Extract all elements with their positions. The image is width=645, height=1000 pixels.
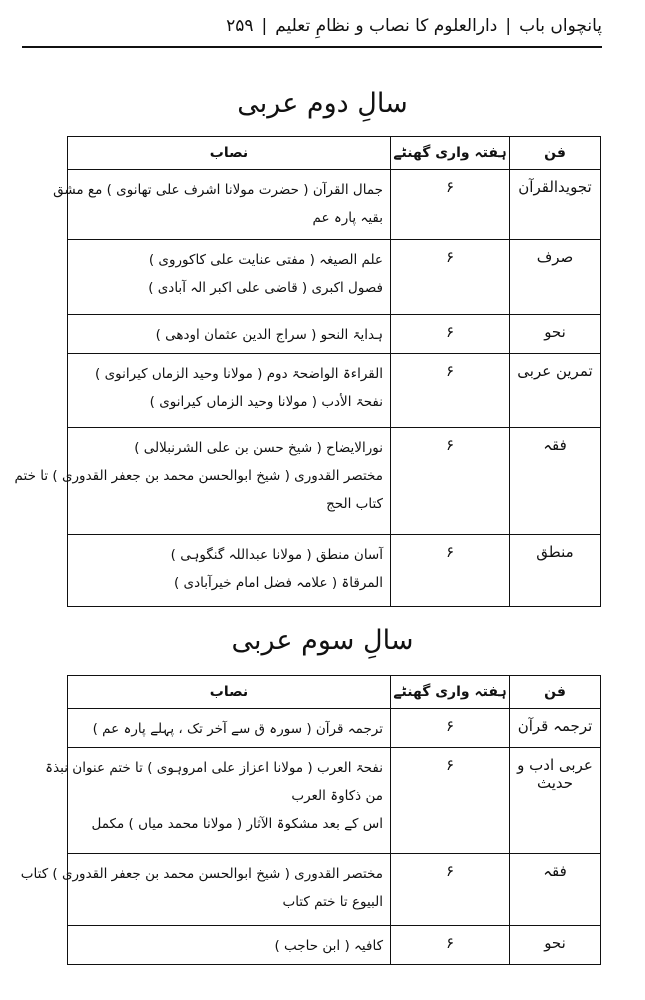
subject-cell: منطق xyxy=(510,535,601,607)
hours-cell: ۶ xyxy=(391,926,510,965)
chapter-label: پانچواں باب xyxy=(519,16,602,36)
header-separator: | xyxy=(505,16,512,36)
table-row xyxy=(68,170,601,240)
syllabus-line: المرقاۃ ( علامہ فضل امام خیرآبادی ) xyxy=(173,575,383,591)
subject-cell: فقہ xyxy=(510,428,601,535)
syllabus-table-year-2 xyxy=(14,136,601,607)
table-row xyxy=(68,240,601,315)
syllabus-line: ترجمہ قرآن ( سورہ ق سے آخر تک ، پہلے پارہ عم ) xyxy=(92,721,383,737)
hours-cell: ۶ xyxy=(391,748,510,854)
subject-cell: ترجمہ قرآن xyxy=(510,709,601,748)
syllabus-line: آسان منطق ( مولانا عبداللہ گنگوہی ) xyxy=(170,547,383,563)
subject-cell: صرف xyxy=(510,240,601,315)
syllabus-line: علم الصیغہ ( مفتی عنایت علی کاکوروی ) xyxy=(148,252,383,268)
syllabus-cell xyxy=(68,926,391,965)
hours-cell: ۶ xyxy=(391,428,510,535)
column-header-subject: فن xyxy=(510,676,601,709)
syllabus-line: نورالایضاح ( شیخ حسن بن علی الشرنبلالی ) xyxy=(134,440,383,456)
syllabus-cell xyxy=(20,854,391,926)
subject-cell: نحو xyxy=(510,315,601,354)
syllabus-line: کتاب الحج xyxy=(326,496,383,512)
table-header-row xyxy=(68,137,601,170)
hours-cell: ۶ xyxy=(391,240,510,315)
hours-cell: ۶ xyxy=(391,854,510,926)
column-header-subject: فن xyxy=(510,137,601,170)
syllabus-line: نفحۃ العرب ( مولانا اعزاز علی امروہوی ) تا ختم عنوان نبذۃ xyxy=(45,760,383,776)
column-header-syllabus: نصاب xyxy=(68,137,391,170)
running-title: دارالعلوم کا نصاب و نظامِ تعلیم xyxy=(275,16,498,36)
subject-cell: تجویدالقرآن xyxy=(510,170,601,240)
syllabus-cell xyxy=(53,170,391,240)
table-row xyxy=(68,926,601,965)
syllabus-line: فصول اکبری ( قاضی علی اکبر الہ آبادی ) xyxy=(148,280,383,296)
hours-cell: ۶ xyxy=(391,535,510,607)
syllabus-line: من ذکاوۃ العرب xyxy=(291,788,383,804)
table-row xyxy=(68,748,601,854)
syllabus-line: بقیہ پارہ عم xyxy=(312,210,383,226)
syllabus-cell xyxy=(68,709,391,748)
column-header-hours: ہفتہ واری گھنٹے xyxy=(391,676,510,709)
syllabus-line: القراءۃ الواضحۃ دوم ( مولانا وحید الزماں کیرانوی ) xyxy=(95,366,383,382)
syllabus-line: مختصر القدوری ( شیخ ابوالحسن محمد بن جعفر القدوری ) تا ختم xyxy=(14,468,383,484)
syllabus-table-year-3 xyxy=(20,675,601,965)
header-separator: | xyxy=(261,16,268,36)
syllabus-line: نفحۃ الأدب ( مولانا وحید الزماں کیرانوی ) xyxy=(149,394,383,410)
hours-cell: ۶ xyxy=(391,170,510,240)
syllabus-cell xyxy=(14,428,391,535)
column-header-hours: ہفتہ واری گھنٹے xyxy=(391,137,510,170)
hours-cell: ۶ xyxy=(391,709,510,748)
syllabus-line: کافیہ ( ابن حاجب ) xyxy=(274,938,383,954)
hours-cell: ۶ xyxy=(391,315,510,354)
section-title-year-3: سالِ سوم عربی xyxy=(231,625,414,656)
subject-cell: فقہ xyxy=(510,854,601,926)
syllabus-line: جمال القرآن ( حضرت مولانا اشرف علی تھانوی ) مع مشق xyxy=(53,182,383,198)
page-number: ۲۵۹ xyxy=(226,16,254,36)
syllabus-line: البیوع تا ختم کتاب xyxy=(282,894,383,910)
table-row xyxy=(68,854,601,926)
table-row xyxy=(68,354,601,428)
hours-cell: ۶ xyxy=(391,354,510,428)
syllabus-cell xyxy=(68,354,391,428)
syllabus-line: مختصر القدوری ( شیخ ابوالحسن محمد بن جعفر القدوری ) کتاب xyxy=(20,866,383,882)
table-header-row xyxy=(68,676,601,709)
subject-cell: عربی ادب و حدیث xyxy=(510,748,601,854)
running-header xyxy=(22,8,602,44)
syllabus-cell xyxy=(45,748,391,854)
syllabus-cell xyxy=(68,240,391,315)
table-row xyxy=(68,535,601,607)
table-row xyxy=(68,709,601,748)
table-row xyxy=(68,428,601,535)
syllabus-cell xyxy=(68,315,391,354)
table-row xyxy=(68,315,601,354)
syllabus-cell xyxy=(68,535,391,607)
header-divider xyxy=(22,46,602,48)
syllabus-line: ہدایۃ النحو ( سراج الدین عثمان اودھی ) xyxy=(155,327,383,343)
syllabus-line: اس کے بعد مشکوۃ الآثار ( مولانا محمد میاں ) مکمل xyxy=(91,816,383,832)
subject-cell: تمرین عربی xyxy=(510,354,601,428)
section-title-year-2: سالِ دوم عربی xyxy=(237,88,408,119)
subject-cell: نحو xyxy=(510,926,601,965)
column-header-syllabus: نصاب xyxy=(68,676,391,709)
